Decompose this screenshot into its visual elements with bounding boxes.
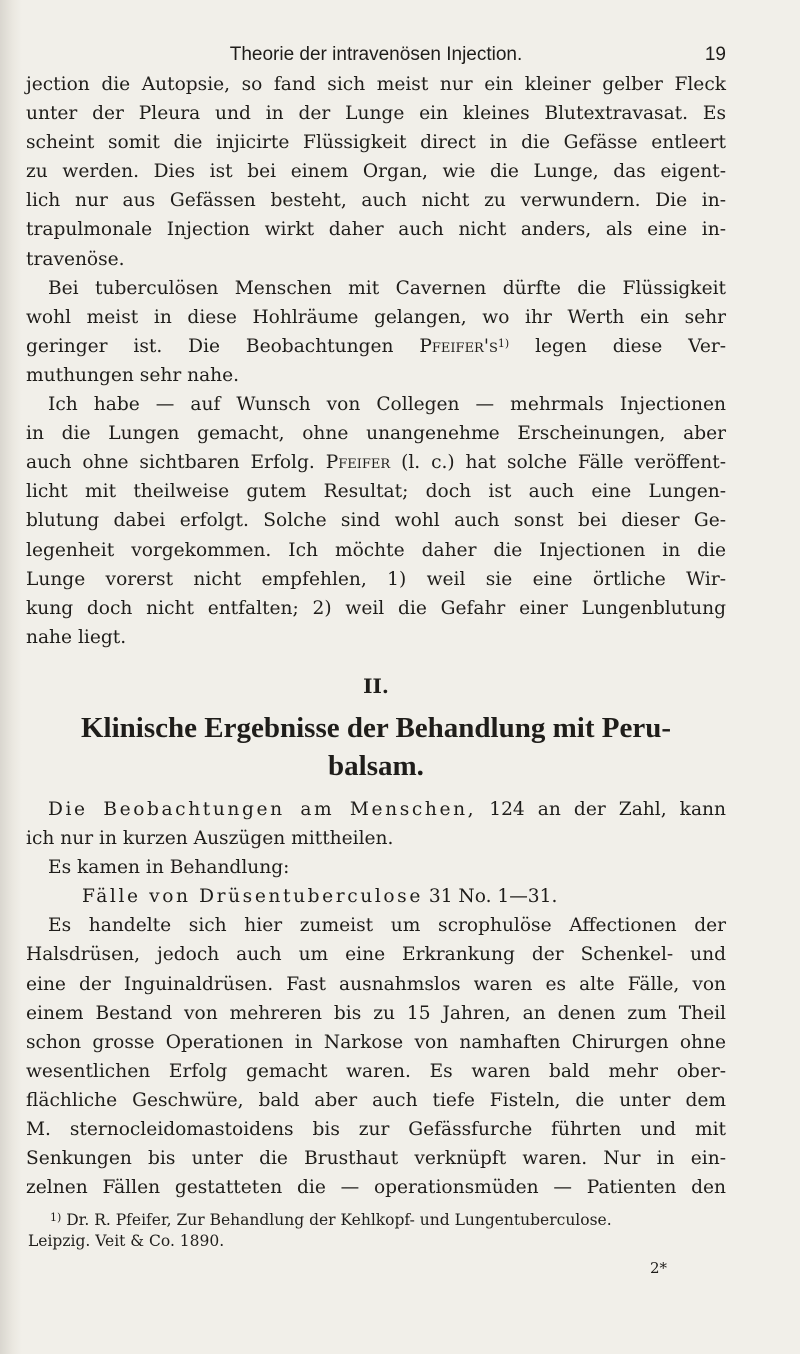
paragraph-5 — [26, 853, 726, 882]
text-line: Ich habe — auf Wunsch von Collegen — mehrmals Injectionen — [48, 394, 726, 416]
book-page — [26, 40, 726, 1283]
text-line: Senkungen bis unter die Brusthaut verknüpft waren. Nur in ein- — [26, 1148, 726, 1170]
text-line: wesentlichen Erfolg gemacht waren. Es waren bald mehr ober- — [26, 1060, 726, 1082]
text-line: nahe liegt. — [26, 626, 127, 648]
page-edge-shadow — [0, 0, 22, 1354]
text-line: Lunge vorerst nicht empfehlen, 1) weil sie eine örtliche Wir- — [26, 568, 726, 590]
signature-mark: 2* — [650, 1259, 668, 1278]
text-line: lich nur aus Gefässen besteht, auch nicht zu verwundern. Die in- — [26, 190, 726, 212]
text-line: Fälle von Drüsentuberculose 31 No. 1—31. — [82, 886, 558, 908]
body-text — [26, 70, 726, 1283]
text-line: Halsdrüsen, jedoch auch um eine Erkrankung der Schenkel- und — [26, 944, 726, 966]
page-number: 19 — [704, 44, 726, 65]
text-line: Es handelte sich hier zumeist um scrophulöse Affectionen der — [48, 915, 726, 937]
author-name: Pfeifer's — [419, 335, 498, 357]
running-header — [26, 40, 726, 70]
text-line: in die Lungen gemacht, ohne unangenehme Erscheinungen, aber — [26, 423, 726, 445]
paragraph-1 — [26, 70, 726, 274]
text-line: M. sternocleidomastoidens bis zur Gefässfurche führten und mit — [26, 1119, 726, 1140]
text-line: zu werden. Dies ist bei einem Organ, wie die Lunge, das eigent- — [26, 161, 726, 183]
text-line: blutung dabei erfolgt. Solche sind wohl auch sonst bei dieser Ge- — [26, 510, 726, 532]
text-line: Die Beobachtungen am Menschen, 124 an der Zahl, kann — [48, 798, 726, 820]
text-line: trapulmonale Injection wirkt daher auch nicht anders, als eine in- — [26, 219, 726, 241]
text-line: ich nur in kurzen Auszügen mittheilen. — [26, 828, 394, 850]
text-line: scheint somit die injicirte Flüssigkeit direct in die Gefässe entleert — [26, 132, 726, 154]
text-line: unter der Pleura und in der Lunge ein kleines Blutextravasat. Es — [26, 103, 726, 125]
text-line: Bei tuberculösen Menschen mit Cavernen dürfte die Flüssigkeit — [48, 277, 726, 299]
author-name: Pfeifer — [325, 452, 391, 474]
text-line: travenöse. — [26, 248, 125, 270]
paragraph-2 — [26, 274, 726, 390]
text-line: jection die Autopsie, so fand sich meist nur ein kleiner gelber Fleck — [26, 74, 726, 95]
text-line: auch ohne sichtbaren Erfolg. Pfeifer (l. c.) hat solche Fälle veröffent- — [26, 452, 726, 474]
header-title: Theorie der intravenösen Injection. — [229, 44, 523, 65]
footnote — [26, 1210, 726, 1252]
footnote-line: Leipzig. Veit & Co. 1890. — [28, 1232, 225, 1251]
text-line: legenheit vorgekommen. Ich möchte daher die Injectionen in die — [26, 539, 726, 561]
paragraph-4 — [26, 795, 726, 853]
text-line: wohl meist in diese Hohlräume gelangen, wo ihr Werth ein sehr — [26, 306, 726, 328]
text-line: eine der Inguinaldrüsen. Fast ausnahmslos waren es alte Fälle, von — [26, 973, 726, 995]
text-line: Es kamen in Behandlung: — [48, 857, 290, 879]
text-line: flächliche Geschwüre, bald aber auch tiefe Fisteln, die unter dem — [26, 1089, 726, 1111]
text-line: schon grosse Operationen in Narkose von namhaften Chirurgen ohne — [26, 1031, 726, 1053]
footnote-line: $^{1)}$ Dr. R. Pfeifer, Zur Behandlung der Kehlkopf- und Lungentuberculose. — [50, 1211, 612, 1230]
footnote-ref: 1) — [497, 336, 510, 350]
paragraph-6 — [26, 911, 726, 1202]
text-line: geringer ist. Die Beobachtungen $Pfeifer's^{1)}$ legen diese Ver- — [26, 335, 726, 357]
case-list-item — [26, 882, 726, 911]
text-line: einem Bestand von mehreren bis zu 15 Jahren, an denen zum Theil — [26, 1002, 726, 1024]
text-line: zelnen Fällen gestatteten die — operationsmüden — Patienten den — [26, 1177, 726, 1199]
text-line: kung doch nicht entfalten; 2) weil die Gefahr einer Lungenblutung — [26, 597, 726, 619]
text-line: licht mit theilweise gutem Resultat; doch ist auch eine Lungen- — [26, 481, 726, 503]
text-line: muthungen sehr nahe. — [26, 364, 240, 386]
paragraph-3 — [26, 390, 726, 652]
section-number: II. — [363, 673, 389, 698]
section-title: Klinische Ergebnisse der Behandlung mit Peru- balsam. — [81, 711, 671, 782]
